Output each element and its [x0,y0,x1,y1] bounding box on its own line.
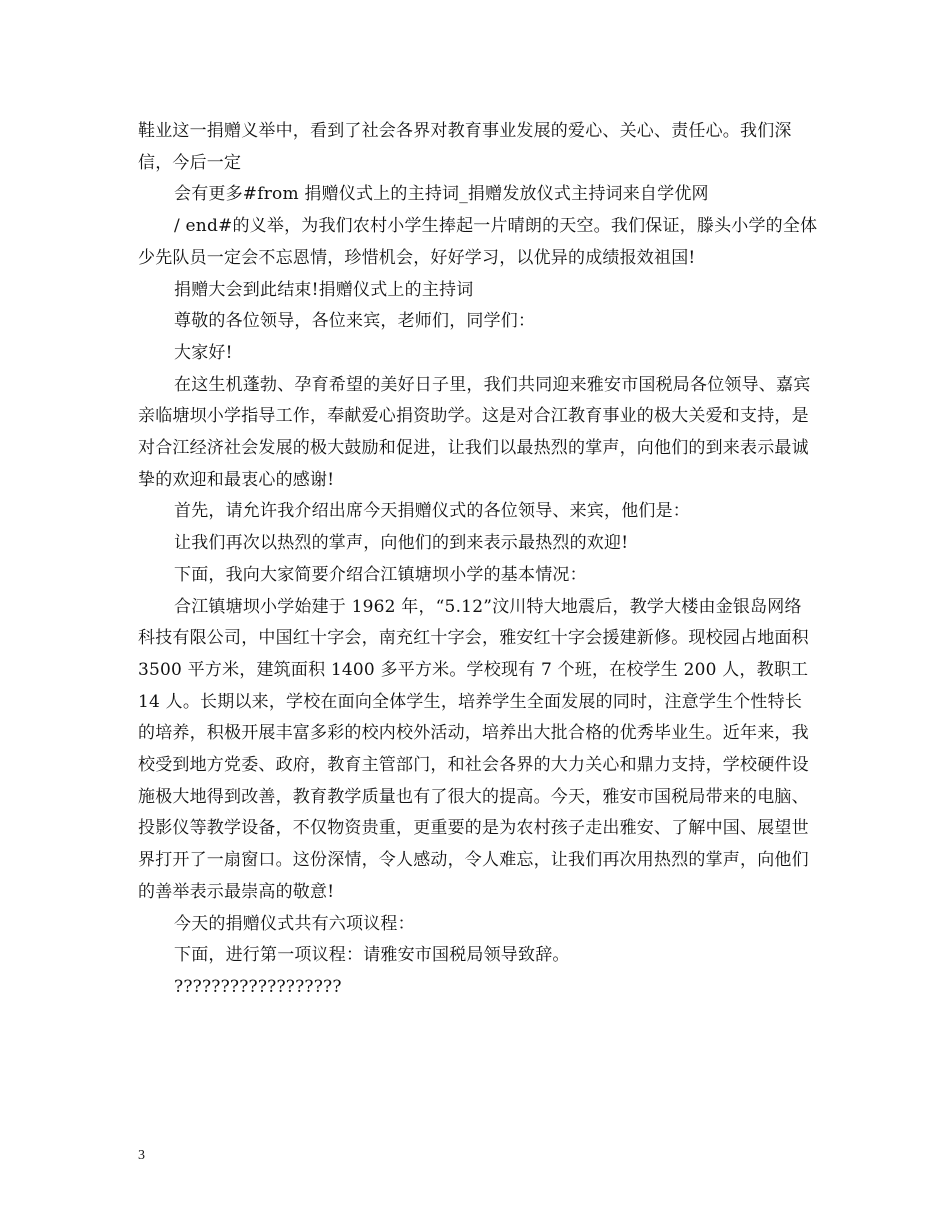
document-body [138,116,818,1004]
paragraph: 鞋业这一捐赠义举中，看到了社会各界对教育事业发展的爱心、关心、责任心。我们深信，今后一定 [138,121,792,173]
paragraph: 捐赠大会到此结束!捐赠仪式上的主持词 [174,279,474,300]
paragraph: 尊敬的各位领导，各位来宾，老师们，同学们： [174,311,536,332]
paragraph: 让我们再次以热烈的掌声，向他们的到来表示最热烈的欢迎! [174,533,629,554]
paragraph: ?????????????????? [174,976,342,997]
page-number: 3 [138,1148,145,1163]
paragraph: 今天的捐赠仪式共有六项议程： [174,913,415,934]
paragraph: 合江镇塘坝小学始建于 1962 年，“5.12”汶川特大地震后，教学大楼由金银岛网络科技有限公司，中国红十字会，南充红十字会，雅安红十字会援建新修。现校园占地面积 3500 平方米，建筑面积 1400 多平方米。学校现有 7 个班，在校学生 200 人，教职工 14 人。长期以来，学校在面向全体学生，培养学生全面发展的同时，注意学生个性特长的培养，积极开展丰富多彩的校内校外活动，培养出大批合格的优秀毕业生。近年来，我校受到地方党委、政府，教育主管部门，和社会各界的大力关心和鼎力支持，学校硬件设施极大地得到改善，教育教学质量也有了很大的提高。今天，雅安市国税局带来的电脑、投影仪等教学设备，不仅物资贵重，更重要的是为农村孩子走出雅安、了解中国、展望世界打开了一扇窗口。这份深情，令人感动，令人难忘，让我们再次用热烈的掌声，向他们的善举表示最崇高的敬意! [138,596,809,902]
paragraph: / end#的义举，为我们农村小学生捧起一片晴朗的天空。我们保证，滕头小学的全体少先队员一定会不忘恩情，珍惜机会，好好学习，以优异的成绩报效祖国! [138,216,818,268]
paragraph: 在这生机蓬勃、孕育希望的美好日子里，我们共同迎来雅安市国税局各位领导、嘉宾亲临塘坝小学指导工作，奉献爱心捐资助学。这是对合江教育事业的极大关爱和支持，是对合江经济社会发展的极大鼓励和促进，让我们以最热烈的掌声，向他们的到来表示最诚挚的欢迎和最衷心的感谢! [138,374,811,490]
paragraph: 会有更多#from 捐赠仪式上的主持词_捐赠发放仪式主持词来自学优网 [174,184,709,205]
paragraph: 下面，我向大家简要介绍合江镇塘坝小学的基本情况： [174,564,587,585]
paragraph: 大家好! [174,342,233,363]
paragraph: 首先，请允许我介绍出席今天捐赠仪式的各位领导、来宾，他们是： [174,501,690,522]
paragraph: 下面，进行第一项议程：请雅安市国税局领导致辞。 [174,945,570,966]
